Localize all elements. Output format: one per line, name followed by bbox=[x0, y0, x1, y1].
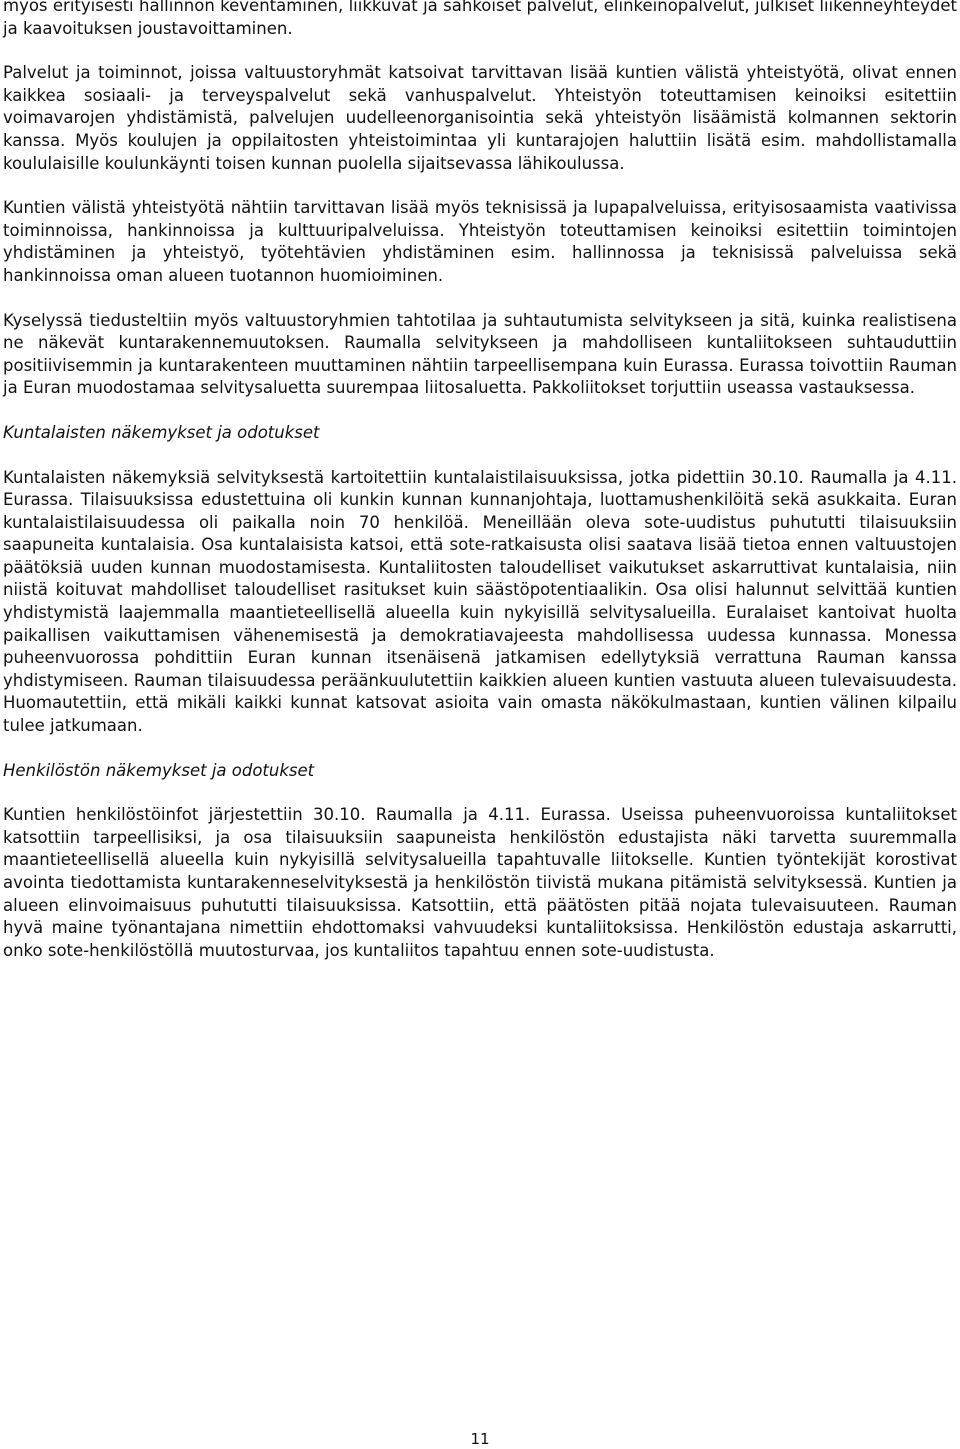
paragraph-services-cooperation: Palvelut ja toiminnot, joissa valtuustoryhmät katsoivat tarvittavan lisää kuntien välistä yhteistyötä, olivat ennen kaikkea sosiaali- ja terveyspalvelut sekä vanhuspalvelut. Yhteistyön toteuttamisen keinoiksi esitettiin voimavarojen yhdistämistä, palvelujen uudelleenorganisointia sekä yhteistyön lisäämistä kolmannen sektorin kanssa. Myös koulujen ja oppilaitosten yhteistoimintaa yli kuntarajojen haluttiin lisätä esim. mahdollistamalla koululaisille koulunkäynti toisen kunnan puolella sijaitsevassa lähikoulussa. bbox=[3, 63, 957, 173]
paragraph-intro-continuation: myös erityisesti hallinnon keventäminen, liikkuvat ja sähköiset palvelut, elinkeinopalvelut, julkiset liikenneyhteydet ja kaavoituksen joustavoittaminen. bbox=[3, 0, 957, 38]
page-number: 11 bbox=[470, 1430, 490, 1448]
paragraph-survey-attitudes: Kyselyssä tiedusteltiin myös valtuustoryhmien tahtotilaa ja suhtautumista selvitykseen ja sitä, kuinka realistisena ne näkevät kuntarakennemuutoksen. Raumalla selvitykseen ja mahdolliseen kuntaliitokseen suhtauduttiin positiivisemmin ja kuntarakenteen muuttaminen nähtiin tarpeellisempana kuin Eurassa. Eurassa toivottiin Rauman ja Euran muodostamaa selvitysaluetta suurempaa liitosaluetta. Pakkoliitokset torjuttiin useassa vastauksessa. bbox=[3, 310, 957, 398]
section-heading-residents: Kuntalaisten näkemykset ja odotukset bbox=[3, 422, 320, 442]
paragraph-staff-views: Kuntien henkilöstöinfot järjestettiin 30.10. Raumalla ja 4.11. Eurassa. Useissa puheenvuoroissa kuntaliitokset katsottiin tarpeellisiksi, ja osa tilaisuuksiin saapuneista henkilöstön edustajista näki tarvetta suuremmalla maantieteellisellä alueella kuin nykyisillä selvitysalueilla tapahtuvalle liitokselle. Kuntien työntekijät korostivat avointa tiedottamista kuntarakenneselvityksestä ja henkilöstön tiivistä mukana pitämistä selvityksessä. Kuntien ja alueen elinvoimaisuus puhututti tilaisuuksissa. Katsottiin, että päätösten pitää nojata tulevaisuuteen. Rauman hyvä maine työnantajana nimettiin ehdottomaksi vahvuudeksi kuntaliitoksissa. Henkilöstön edustaja askarrutti, onko sote-henkilöstöllä muutosturvaa, jos kuntaliitos tapahtuu ennen sote-uudistusta. bbox=[3, 805, 957, 960]
section-heading-staff: Henkilöstön näkemykset ja odotukset bbox=[3, 760, 315, 780]
paragraph-technical-services: Kuntien välistä yhteistyötä nähtiin tarvittavan lisää myös teknisissä ja lupapalveluissa, erityisosaamista vaativissa toiminnoissa, hankinnoissa ja kulttuuripalveluissa. Yhteistyön toteuttamisen keinoiksi esitettiin toimintojen yhdistäminen ja yhteistyö, työtehtävien yhdistäminen esim. hallinnossa ja teknisissä palveluissa sekä hankinnoissa oman alueen tuotannon huomioiminen. bbox=[3, 198, 957, 285]
document-page bbox=[3, 0, 957, 984]
paragraph-residents-views: Kuntalaisten näkemyksiä selvityksestä kartoitettiin kuntalaistilaisuuksissa, jotka pidettiin 30.10. Raumalla ja 4.11. Eurassa. Tilaisuuksissa edustettuina oli kunkin kunnan kunnanjohtaja, luottamushenkilöitä sekä asukkaita. Euran kuntalaistilaisuudessa oli paikalla noin 70 henkilöä. Meneillään oleva sote-uudistus puhututti tilaisuuksiin saapuneita kuntalaisia. Osa kuntalaisista katsoi, että sote-ratkaisusta olisi saatava lisää tietoa ennen valtuustojen päätöksiä uuden kunnan muodostamisesta. Kuntaliitosten taloudelliset vaikutukset askarruttivat kuntalaisia, niin niistä koituvat mahdolliset taloudelliset rasitukset kuin säästöpotentiaalikin. Osa olisi halunnut selvittää kuntien yhdistymistä laajemmalla maantieteellisellä alueella kuin nykyisillä selvitysalueilla. Euralaiset kantoivat huolta paikallisen vaikuttamisen vähenemisestä ja demokratiavajeesta mahdollisessa uudessa kunnassa. Monessa puheenvuorossa pohdittiin Euran kunnan itsenäisenä jatkamisen edellytyksiä verrattuna Rauman kanssa yhdistymiseen. Rauman tilaisuudessa peräänkuulutettiin kaikkien alueen kuntien vastuuta alueen tulevaisuudesta. Huomautettiin, että mikäli kaikki kunnat katsovat asioita vain omasta näkökulmastaan, kuntien välinen kilpailu tulee jatkumaan. bbox=[3, 467, 957, 736]
